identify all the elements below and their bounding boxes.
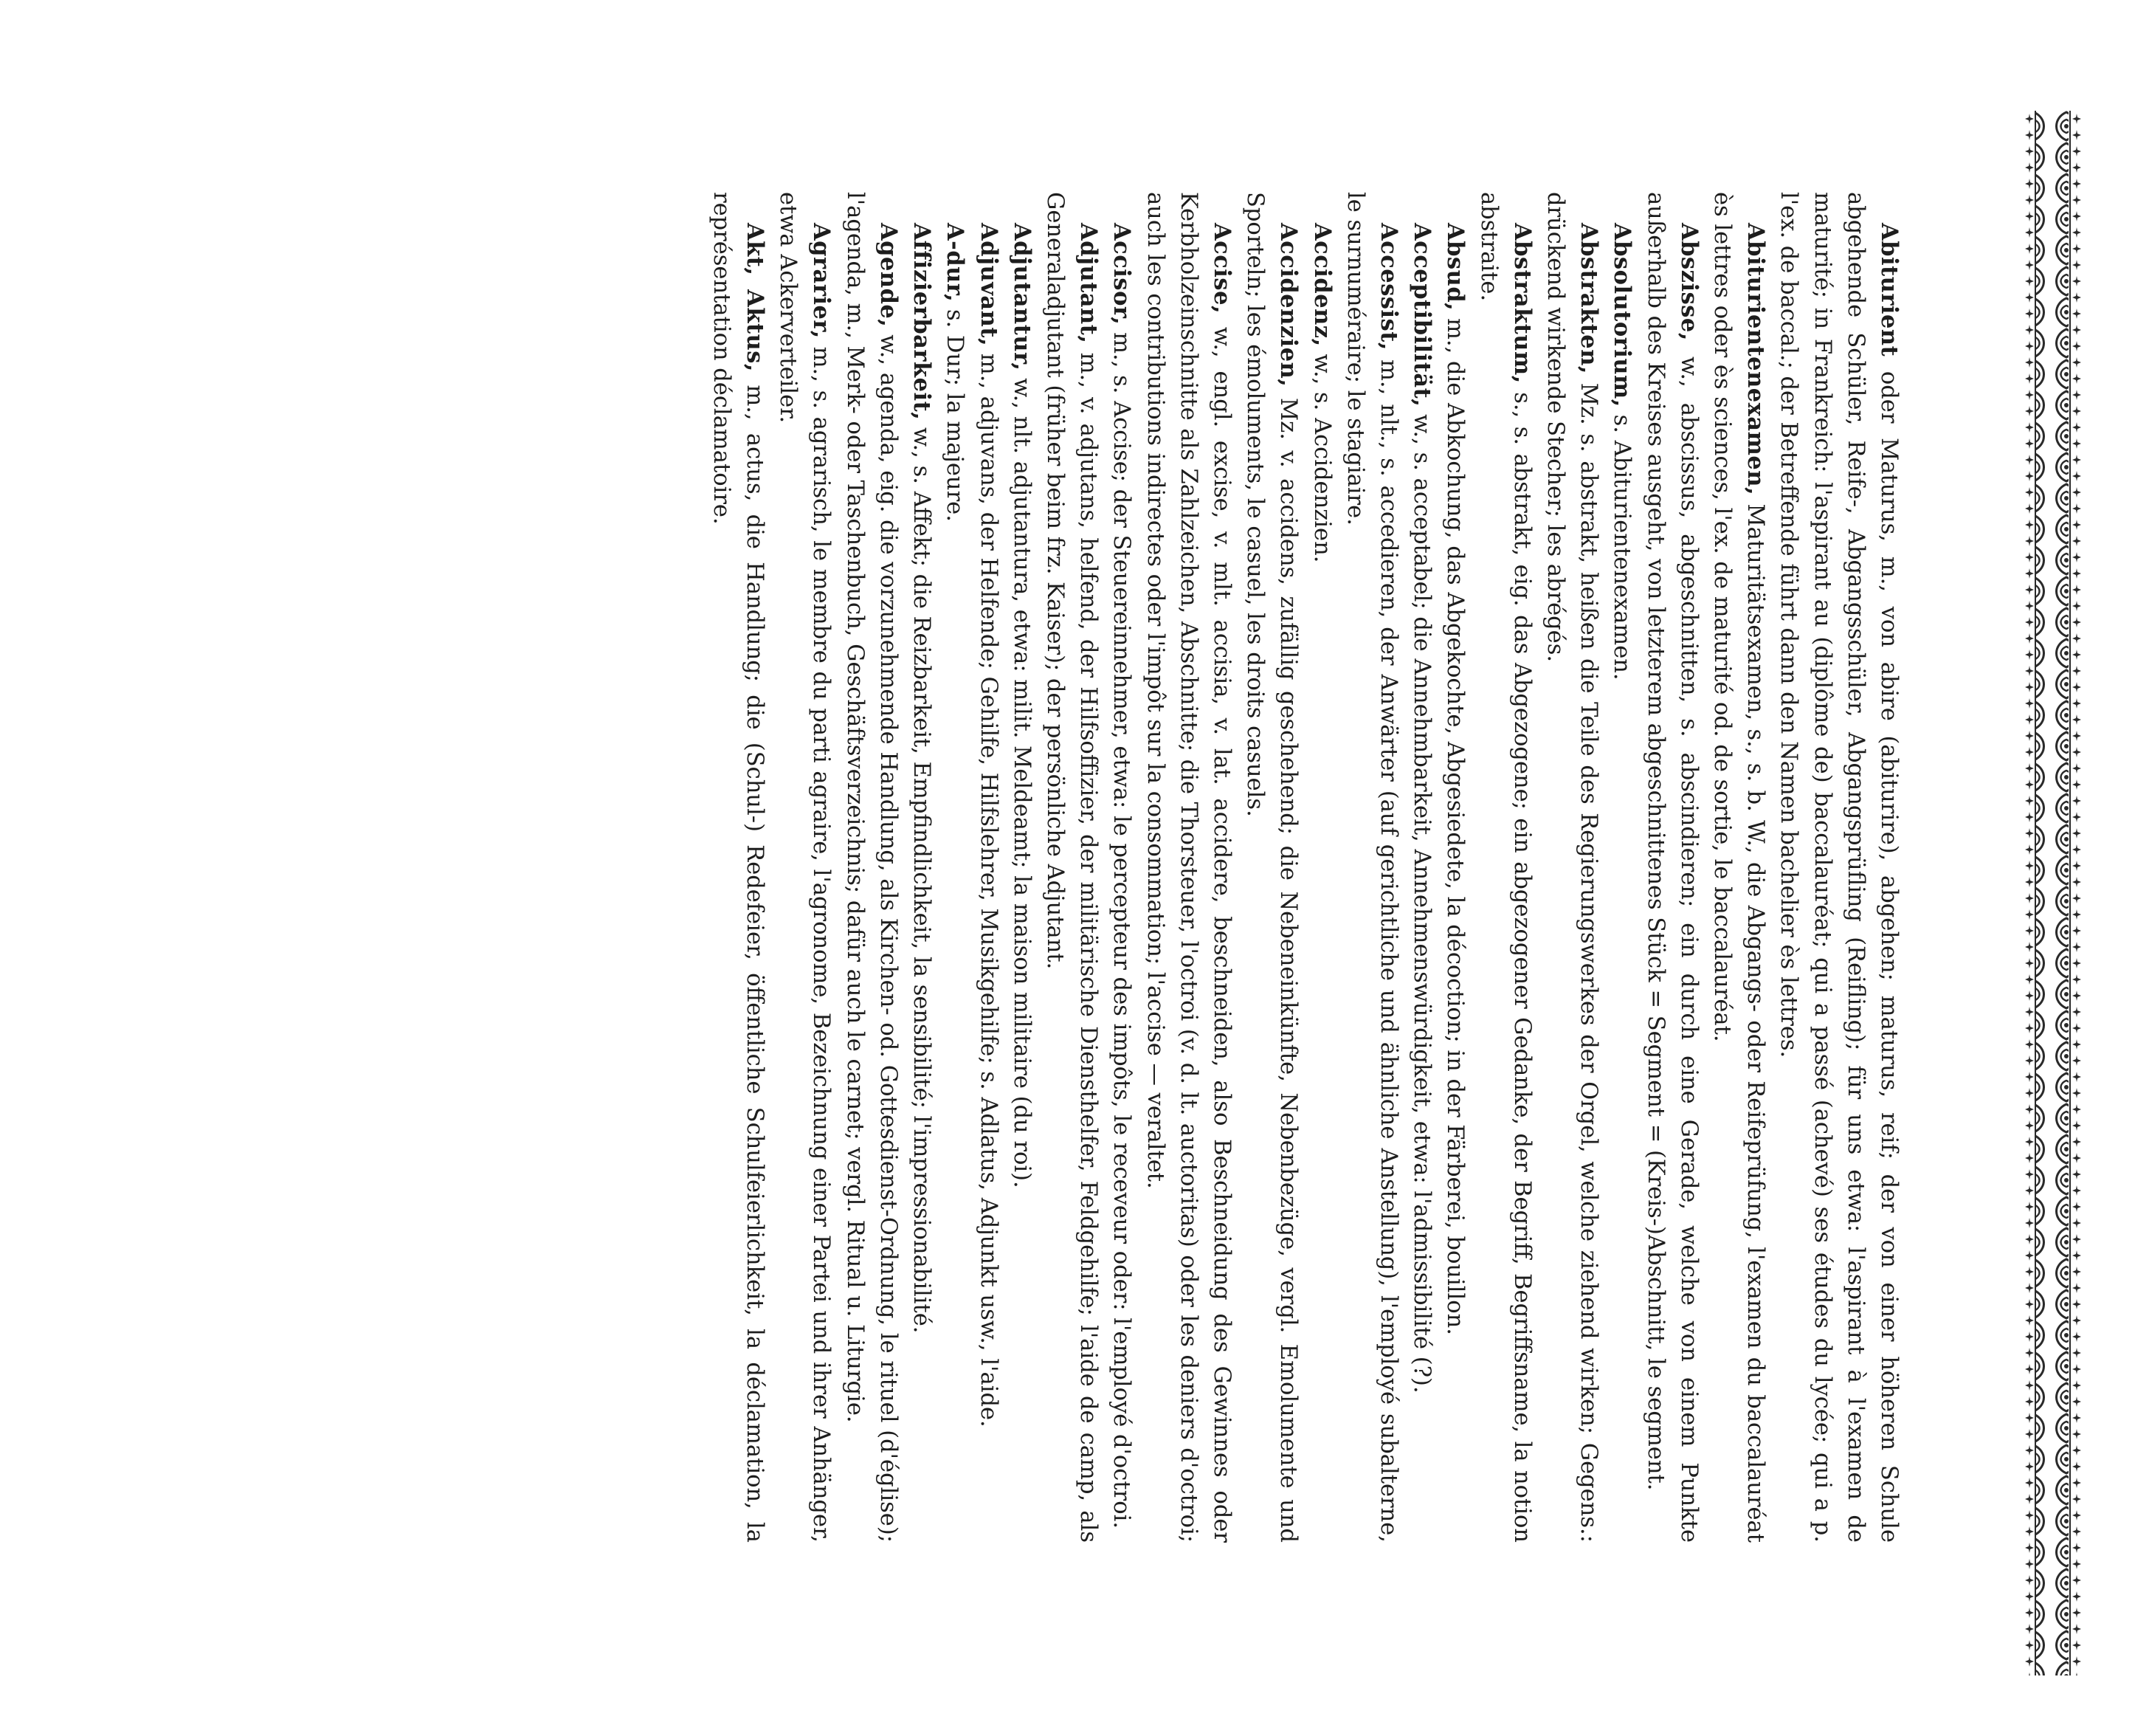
dictionary-entry xyxy=(1438,192,1472,1543)
entry-definition: Mz. s. abstrakt, heißen die Teile des Regierungswerkes der Orgel, welche ziehend wirken; Gegens.: drückend wirkende Stecher; les abrégés. xyxy=(1542,192,1602,1543)
entry-definition: m., s. Accise; der Steuereinnehmer, etwa: le percepteur des impôts, le receveur oder: l'employé d'octroi. xyxy=(1108,332,1135,1529)
entry-headword: Abiturient xyxy=(1876,223,1903,357)
dictionary-entry xyxy=(938,192,971,1543)
entry-definition: w., abscissus, abgeschnitten, s. abscindieren; ein durch eine Gerade, welche von einem Punkte außerhalb des Kreises ausgeht, von letzterem abgeschnittenes Stück = Segment = (Kreis-)Abschnitt, le segment. xyxy=(1642,192,1702,1543)
entry-headword: Adjutantur, xyxy=(1008,223,1035,371)
entry-definition: m., s. agrarisch, le membre du parti agraire, l'agronome, Bezeichnung einer Partei und ihrer Anhänger, etwa Ackerverteiler. xyxy=(775,192,835,1543)
dictionary-entry xyxy=(705,192,771,1543)
entry-definition: w., s. acceptabel; die Annehmbarkeit, Annehmenswürdigkeit, etwa: l'admissibilité (?). xyxy=(1409,414,1435,1394)
dictionary-entry xyxy=(1405,192,1438,1543)
entry-definition: m., die Abkochung, das Abgekochte, Abgesiedete, la décoction; in der Färberei, bouillon. xyxy=(1442,317,1469,1335)
ornamental-border xyxy=(2024,111,2083,1675)
dictionary-entry xyxy=(1339,192,1405,1543)
dictionary-entry xyxy=(1305,192,1338,1543)
dictionary-entry xyxy=(905,192,938,1543)
entry-definition: w., s. Affekt; die Reizbarkeit, Empfindlichkeit, la sensibilité; l'impressionabilité. xyxy=(908,427,935,1334)
entry-definition: Mz. v. accidens, zufällig geschehend; die Nebeneinkünfte, Nebenbezüge, vergl. Emolumente und Sporteln; les émoluments, le casuel, les droits casuels. xyxy=(1242,192,1302,1543)
entry-headword: Accise, xyxy=(1208,223,1235,314)
entry-definition: m., adjuvans, der Helfende; Gehilfe, Hilfslehrer, Musikgehilfe; s. Adlatus, Adjunkt usw., l'aide. xyxy=(975,353,1001,1427)
dictionary-entry xyxy=(838,192,905,1543)
entry-headword: Abszisse, xyxy=(1675,223,1703,341)
entry-definition: m., v. adjutans, helfend, der Hilfsoffizier, der militärische Diensthelfer, Feldgehilfe; l'aide de camp, als Generaladjutant (früher beim frz. Kaiser); der persönliche Adjutant. xyxy=(1041,192,1102,1543)
entry-headword: Abiturientenexamen, xyxy=(1742,223,1770,496)
entry-definition: s. Dur; la majeure. xyxy=(942,309,968,522)
dictionary-entry xyxy=(1238,192,1305,1543)
dictionary-entry xyxy=(1038,192,1105,1543)
entry-headword: Accisor, xyxy=(1108,223,1136,326)
entry-headword: Adjuvant, xyxy=(975,223,1002,347)
dictionary-entry xyxy=(1705,192,1772,1543)
entry-headword: Akt, Aktus, xyxy=(742,223,769,373)
entry-definition: s. Abiturientenexamen. xyxy=(1609,414,1635,681)
dictionary-entry xyxy=(1472,192,1538,1543)
dictionary-entry xyxy=(1772,192,1905,1543)
dictionary-entry xyxy=(1605,192,1638,1543)
entry-headword: Absud, xyxy=(1442,223,1469,311)
entry-headword: Accidenz, xyxy=(1308,223,1336,347)
entry-headword: Adjutant, xyxy=(1075,223,1103,344)
entry-headword: A-dur, xyxy=(942,223,969,303)
entry-headword: Affizierbarkeit, xyxy=(908,223,936,421)
entry-list xyxy=(705,192,1905,1543)
dictionary-entry xyxy=(771,192,838,1543)
entry-headword: Agende, xyxy=(875,223,902,328)
entry-definition: w., agenda, eig. die vorzunehmende Handlung, als Kirchen- od. Gottesdienst-Ordnung, le rituel (d'église); l'agenda, m., Merk- oder Taschenbuch, Geschäftsverzeichnis; dafür auch le carnet; vergl. Ritual u. Liturgie. xyxy=(841,192,901,1543)
entry-headword: Abstraktum, xyxy=(1508,223,1536,384)
dictionary-entry xyxy=(1539,192,1605,1543)
dictionary-entry xyxy=(971,192,1004,1543)
entry-definition: w., engl. excise, v. mlt. accisia, v. lat. accidere, beschneiden, also Beschneidung des Gewinnes oder Kerbholzeinschnitte als Zahlzeichen, Abschnitte; die Thorsteuer, l'octroi (v. d. lt. auctoritas) oder les deniers d'octroi; auch les contributions indirectes oder l'impôt sur la consommation; l'accise — veraltet. xyxy=(1142,192,1235,1543)
entry-headword: Abstrakten, xyxy=(1576,223,1603,375)
dictionary-entry xyxy=(1638,192,1705,1543)
entry-headword: Accidenzien, xyxy=(1275,223,1303,388)
entry-headword: Agrarier, xyxy=(808,223,835,339)
dictionary-entry xyxy=(1005,192,1038,1543)
entry-definition: Maturitätsexamen, s., s. b. W., die Abgangs- oder Reifeprüfung, l'examen du baccalauréat ès lettres oder ès sciences, l'ex. de maturité od. de sortie, le baccalauréat. xyxy=(1708,192,1769,1543)
entry-definition: w., s. Accidenzien. xyxy=(1308,354,1335,563)
entry-headword: Absolutorium, xyxy=(1609,223,1636,407)
entry-definition: oder Maturus, m., von abire (abiturire), abgehen; maturus, reif; der von einer höheren Schule abgehende Schüler, Reife-, Abgangsschüler, Abgangsprüfling (Reifling); für uns etwa: l'aspirant à l'examen de maturité; in Frankreich: l'aspirant au (diplôme de) baccalauréat; qui a passé (achevé) ses études du lycée; qui a p. l'ex. de baccal.; der Betreffende führt dann den Namen bachelier ès lettres. xyxy=(1776,192,1902,1543)
entry-headword: Accessist, xyxy=(1375,223,1402,351)
entry-definition: m., nlt., s. accedieren, der Anwärter (auf gerichtliche und ähnliche Anstellung), l'employé subalterne, le surnuméraire; le stagiaire. xyxy=(1342,192,1401,1543)
dictionary-entry xyxy=(1105,192,1138,1543)
entry-definition: s., s. abstrakt, eig. das Abgezogene; ein abgezogener Gedanke, der Begriff, Begriffsname, la notion abstraite. xyxy=(1475,192,1535,1543)
entry-headword: Acceptibilität, xyxy=(1409,223,1436,407)
dictionary-entry xyxy=(1138,192,1238,1543)
entry-definition: w., nlt. adjutantura, etwa: milit. Meldeamt; la maison militaire (du roi). xyxy=(1008,378,1035,1188)
entry-definition: m., actus, die Handlung; die (Schul-) Redefeier, öffentliche Schulfeierlichkeit, la déclamation, la représentation déclamatoire. xyxy=(708,192,768,1543)
